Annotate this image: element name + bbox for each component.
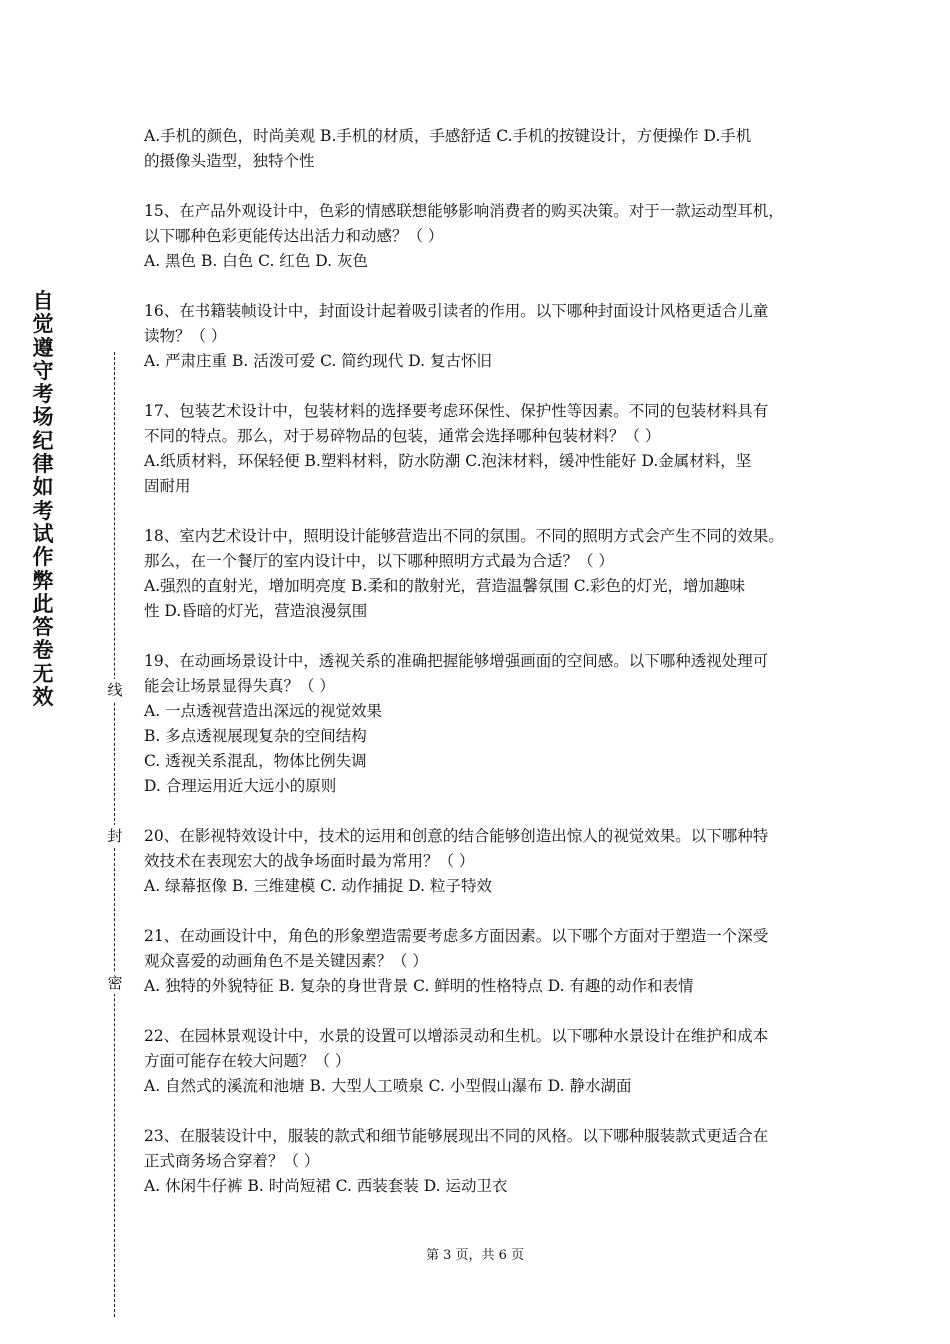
question-line: C. 透视关系混乱，物体比例失调 bbox=[144, 752, 367, 770]
question-q16 bbox=[144, 299, 824, 374]
question-line: 不同的特点。那么，对于易碎物品的包装，通常会选择哪种包装材料？（ ） bbox=[144, 427, 661, 445]
question-q23 bbox=[144, 1124, 824, 1199]
question-text-line: A.手机的颜色，时尚美观 B.手机的材质，手感舒适 C.手机的按键设计，方便操作 D.手机 bbox=[144, 127, 752, 145]
question-line: 效技术在表现宏大的战争场面时最为常用？（ ） bbox=[144, 852, 475, 870]
question-spacer bbox=[144, 799, 824, 824]
question-line: A. 黑色 B. 白色 C. 红色 D. 灰色 bbox=[144, 252, 368, 270]
question-q15 bbox=[144, 199, 824, 274]
question-text-line: 21、在动画设计中，角色的形象塑造需要考虑多方面因素。以下哪个方面对于塑造一个深受 bbox=[144, 927, 769, 945]
question-line: A. 休闲牛仔裤 B. 时尚短裙 C. 西装套装 D. 运动卫衣 bbox=[144, 1177, 508, 1195]
question-text-line: 20、在影视特效设计中，技术的运用和创意的结合能够创造出惊人的视觉效果。以下哪种特 bbox=[144, 827, 769, 845]
question-line: A. 自然式的溪流和池塘 B. 大型人工喷泉 C. 小型假山瀑布 D. 静水湖面 bbox=[144, 1077, 632, 1095]
question-line: A.纸质材料，环保轻便 B.塑料材料，防水防潮 C.泡沫材料，缓冲性能好 D.金属材料，坚 bbox=[144, 452, 752, 470]
question-text-line: 15、在产品外观设计中，色彩的情感联想能够影响消费者的购买决策。对于一款运动型耳机， bbox=[144, 202, 784, 220]
question-spacer bbox=[144, 499, 824, 524]
question-line: A. 一点透视营造出深远的视觉效果 bbox=[144, 702, 383, 720]
question-spacer bbox=[144, 899, 824, 924]
question-text-line: 16、在书籍装帧设计中，封面设计起着吸引读者的作用。以下哪种封面设计风格更适合儿童 bbox=[144, 302, 769, 320]
page-footer: 第 3 页，共 6 页 bbox=[425, 1248, 525, 1263]
question-spacer bbox=[144, 374, 824, 399]
question-line: 固耐用 bbox=[144, 477, 191, 495]
question-q17 bbox=[144, 399, 824, 499]
question-q21 bbox=[144, 924, 824, 999]
question-spacer bbox=[144, 174, 824, 199]
question-text-line: 19、在动画场景设计中，透视关系的准确把握能够增强画面的空间感。以下哪种透视处理可 bbox=[144, 652, 769, 670]
binding-mark-secret: 密 bbox=[104, 972, 126, 994]
question-line: 正式商务场合穿着？（ ） bbox=[144, 1152, 320, 1170]
question-spacer bbox=[144, 624, 824, 649]
question-q18 bbox=[144, 524, 824, 624]
binding-mark-seal: 封 bbox=[104, 825, 126, 847]
exam-rules-warning: 自觉遵守考场纪律如考试作弊此答卷无效 bbox=[32, 289, 54, 710]
question-line: 以下哪种色彩更能传达出活力和动感？（ ） bbox=[144, 227, 444, 245]
question-line: A.强烈的直射光，增加明亮度 B.柔和的散射光，营造温馨氛围 C.彩色的灯光，增加趣味 bbox=[144, 577, 746, 595]
question-line: 读物？（ ） bbox=[144, 327, 227, 345]
question-q14-options bbox=[144, 124, 824, 174]
binding-mark-line: 线 bbox=[104, 679, 126, 701]
question-line: 能会让场景显得失真？（ ） bbox=[144, 677, 335, 695]
question-q19 bbox=[144, 649, 824, 799]
question-text-line: 22、在园林景观设计中，水景的设置可以增添灵动和生机。以下哪种水景设计在维护和成本 bbox=[144, 1027, 769, 1045]
question-line: 的摄像头造型，独特个性 bbox=[144, 152, 315, 170]
question-q20 bbox=[144, 824, 824, 899]
question-spacer bbox=[144, 1099, 824, 1124]
question-q22 bbox=[144, 1024, 824, 1099]
question-line: 方面可能存在较大问题？（ ） bbox=[144, 1052, 351, 1070]
question-spacer bbox=[144, 999, 824, 1024]
question-line: 观众喜爱的动画角色不是关键因素？（ ） bbox=[144, 952, 428, 970]
question-line: A. 严肃庄重 B. 活泼可爱 C. 简约现代 D. 复古怀旧 bbox=[144, 352, 492, 370]
question-line: B. 多点透视展现复杂的空间结构 bbox=[144, 727, 367, 745]
question-line: 性 D.昏暗的灯光，营造浪漫氛围 bbox=[144, 602, 368, 620]
question-text-line: 18、室内艺术设计中，照明设计能够营造出不同的氛围。不同的照明方式会产生不同的效果。 bbox=[144, 527, 784, 545]
question-line: A. 独特的外貌特征 B. 复杂的身世背景 C. 鲜明的性格特点 D. 有趣的动作和表情 bbox=[144, 977, 694, 995]
question-line: 那么，在一个餐厅的室内设计中，以下哪种照明方式最为合适？（ ） bbox=[144, 552, 614, 570]
question-spacer bbox=[144, 274, 824, 299]
question-line: A. 绿幕抠像 B. 三维建模 C. 动作捕捉 D. 粒子特效 bbox=[144, 877, 492, 895]
question-text-line: 23、在服装设计中，服装的款式和细节能够展现出不同的风格。以下哪种服装款式更适合在 bbox=[144, 1127, 769, 1145]
question-line: D. 合理运用近大远小的原则 bbox=[144, 777, 337, 795]
question-list bbox=[144, 124, 824, 1199]
question-text-line: 17、包装艺术设计中，包装材料的选择要考虑环保性、保护性等因素。不同的包装材料具有 bbox=[144, 402, 769, 420]
